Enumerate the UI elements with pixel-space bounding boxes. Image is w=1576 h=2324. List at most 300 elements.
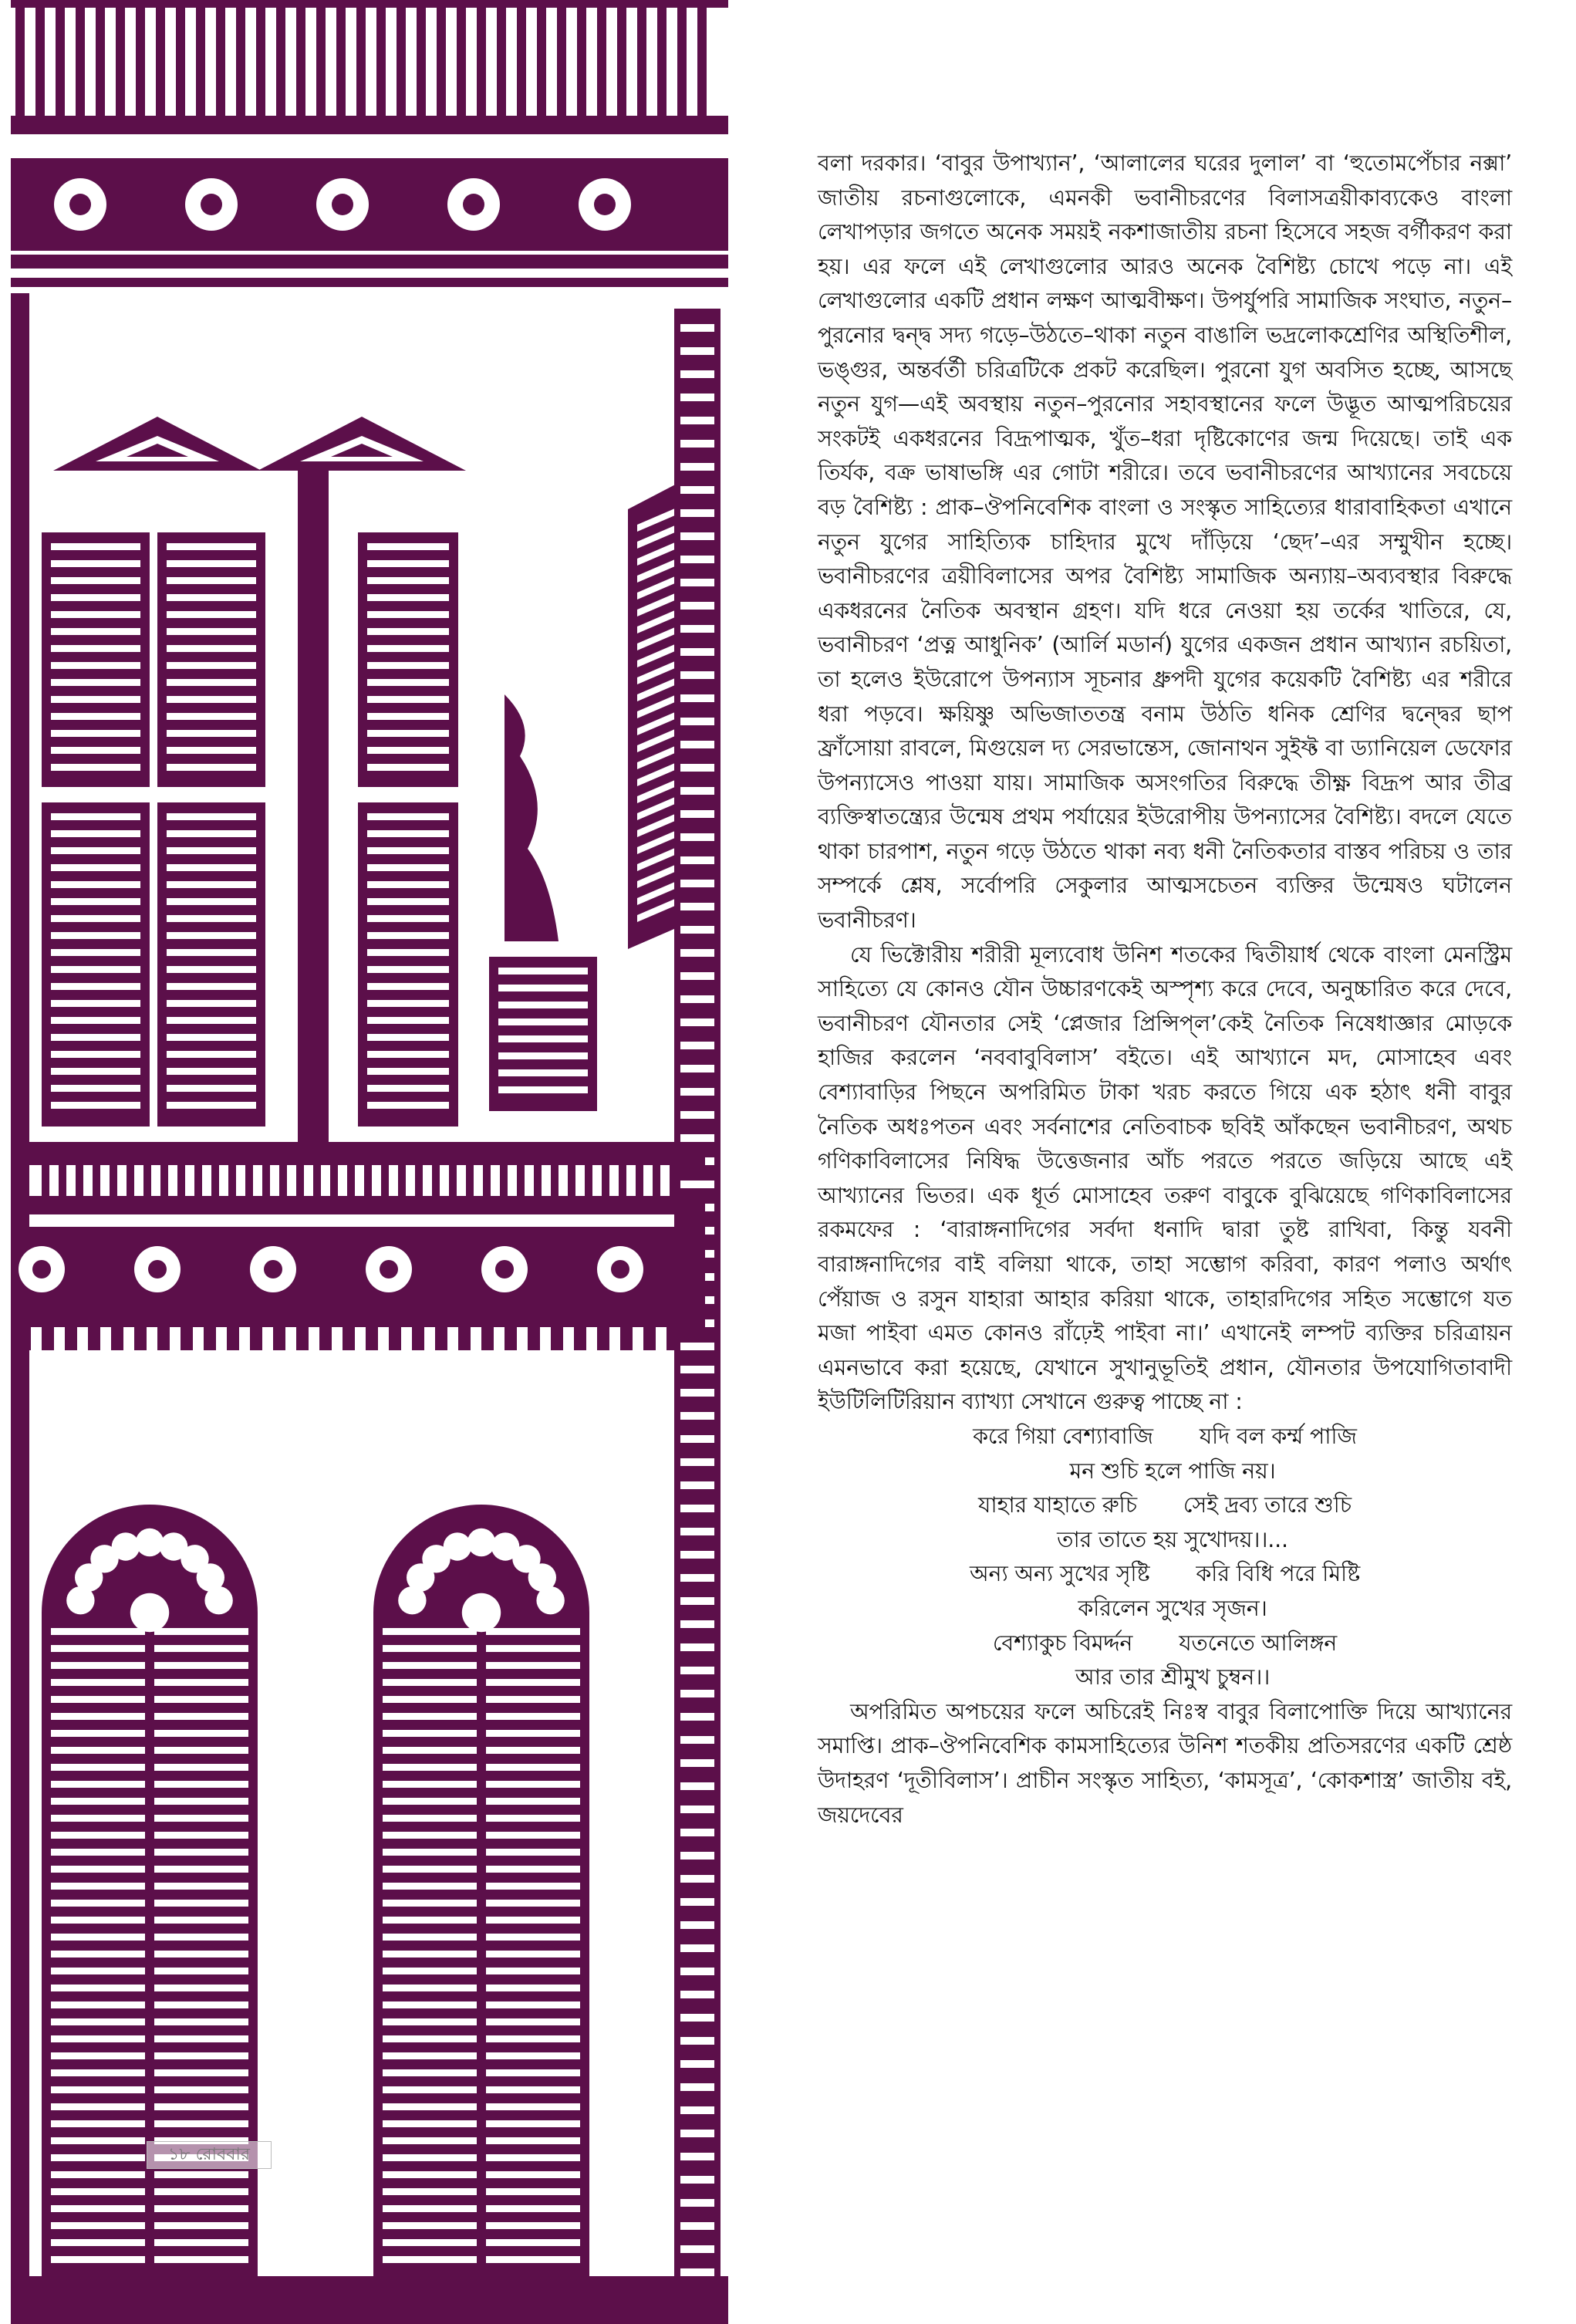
balcony-baluster	[653, 1165, 660, 1196]
shutter-slat	[367, 932, 449, 939]
railing-baluster	[356, 6, 366, 122]
shutter-slat	[51, 2069, 145, 2076]
shutter-slat	[383, 1832, 477, 1839]
shutter-slat	[154, 2018, 248, 2025]
dentil	[111, 1327, 123, 1350]
shutter-slat	[486, 1968, 580, 1974]
pillar-groove	[680, 903, 714, 910]
pillar-groove	[680, 532, 714, 540]
pillar-groove	[680, 1991, 714, 1998]
shutter-slat	[51, 830, 140, 837]
pillar-groove	[680, 2014, 714, 2022]
railing-baluster	[376, 6, 386, 122]
shutter-slat	[51, 560, 140, 567]
pillar-groove	[680, 1528, 714, 1535]
pillar-groove	[680, 2083, 714, 2091]
shutter-slat	[486, 2137, 580, 2144]
shutter-slat	[167, 1034, 256, 1041]
shutter-slat	[498, 1002, 588, 1008]
rosette-center	[32, 1260, 51, 1279]
pillar-groove	[680, 1435, 714, 1443]
shutter-slat	[167, 730, 256, 737]
dentil	[620, 1327, 633, 1350]
pillar-groove	[680, 810, 714, 818]
pillar-groove	[680, 718, 714, 725]
pillar-groove	[680, 1389, 714, 1397]
balcony-baluster	[330, 1165, 338, 1196]
pillar-groove	[680, 370, 714, 378]
roof-edge	[11, 0, 728, 8]
shutter-slat	[154, 1815, 248, 1822]
pillar-groove	[680, 2037, 714, 2045]
pillar-groove	[680, 949, 714, 957]
balcony-baluster	[296, 1165, 304, 1196]
shutter-slat	[167, 1051, 256, 1058]
shutter-slat	[154, 2120, 248, 2127]
shutter-slat	[167, 983, 256, 990]
railing-baluster	[35, 6, 45, 122]
article-paragraph: অপরিমিত অপচয়ের ফলে অচিরেই নিঃস্ব বাবুর বিলাপোক্তি দিয়ে আখ্যানের সমাপ্তি। প্রাক–ঔপনিবেশিক কামসাহিত্যের উনিশ শতকীয় প্রতিসরণের একটি শ্রেষ্ঠ উদাহরণ ‘দূতীবিলাস’। প্রাচীন সংস্কৃত সাহিত্য, ‘কামসূত্র’, ‘কোকশাস্ত্র’ জাতীয় বই, জয়দেবের	[818, 1698, 1512, 1828]
shutter-slat	[51, 645, 140, 652]
railing-baluster	[477, 6, 486, 122]
shutter-slat	[383, 2035, 477, 2042]
shutter-slat	[51, 881, 140, 888]
shutter-slat	[154, 2103, 248, 2110]
balcony-baluster	[636, 1165, 643, 1196]
railing-baluster	[597, 6, 606, 122]
shutter-slat	[367, 662, 449, 669]
railing-baluster	[236, 6, 245, 122]
shutter-slat	[167, 1000, 256, 1007]
dentil	[181, 1327, 193, 1350]
balcony-baluster	[381, 1165, 389, 1196]
shutter-slat	[498, 1086, 588, 1093]
shutter-slat	[154, 1866, 248, 1873]
shutter-slat	[154, 2069, 248, 2076]
shutter-slat	[486, 1951, 580, 1957]
railing-baluster	[116, 6, 125, 122]
pillar-groove	[680, 1782, 714, 1790]
dentil	[273, 1327, 285, 1350]
shutter-slat	[486, 1679, 580, 1686]
railing-baluster	[557, 6, 566, 122]
verse-hemistich: বেশ্যাকুচ বিমর্দ্দন	[992, 1630, 1133, 1656]
pillar-groove	[680, 1181, 714, 1188]
shutter-slat	[167, 764, 256, 771]
shutter-slat	[383, 2103, 477, 2110]
shutter-slat	[383, 1866, 477, 1873]
article-column	[818, 147, 1512, 1833]
shutter-slat	[51, 2137, 145, 2144]
shutter-slat	[383, 2120, 477, 2127]
verse-hemistich: যতনেতে আলিঙ্গন	[1179, 1630, 1338, 1656]
shutter-slat	[367, 881, 449, 888]
shutter-slat	[51, 1679, 145, 1686]
dentil	[597, 1327, 609, 1350]
balcony-baluster	[364, 1165, 372, 1196]
shutter-slat	[154, 1849, 248, 1856]
shutter-slat	[51, 1849, 145, 1856]
balcony-baluster	[415, 1165, 423, 1196]
shutter-slat	[51, 2001, 145, 2008]
pillar-groove	[680, 2130, 714, 2137]
balcony-baluster	[262, 1165, 270, 1196]
pillar-groove	[680, 1551, 714, 1559]
shutter-slat	[167, 594, 256, 601]
verse-block	[818, 1420, 1512, 1695]
dentil	[481, 1327, 494, 1350]
pillar-groove	[680, 2176, 714, 2184]
dentil	[667, 1327, 679, 1350]
shutter-slat	[51, 915, 140, 922]
pillar-groove	[680, 1875, 714, 1883]
pillar-groove	[680, 1829, 714, 1836]
shutter-slat	[383, 2256, 477, 2263]
shutter-slat	[383, 1917, 477, 1924]
dentil	[134, 1327, 147, 1350]
shutter-slat	[167, 1068, 256, 1075]
shutter-slat	[51, 543, 140, 550]
shutter-slat	[51, 1764, 145, 1771]
pillar-groove	[680, 2199, 714, 2207]
railing-baluster	[397, 6, 406, 122]
pillar-groove	[680, 1366, 714, 1373]
dentil	[88, 1327, 100, 1350]
shutter-slat	[367, 949, 449, 956]
shutter-slat	[51, 1034, 140, 1041]
shutter-slat	[51, 1662, 145, 1669]
shutter-slat	[367, 1051, 449, 1058]
pillar-groove	[680, 694, 714, 702]
shutter-slat	[486, 1696, 580, 1703]
pillar-groove	[680, 671, 714, 679]
shutter-slat	[367, 679, 449, 686]
shutter-slat	[167, 611, 256, 618]
shutter-slat	[51, 611, 140, 618]
shutter-slat	[51, 1798, 145, 1805]
pillar-groove	[680, 1042, 714, 1049]
shutter-slat	[383, 1951, 477, 1957]
shutter-slat	[51, 2188, 145, 2195]
railing-baluster	[657, 6, 667, 122]
shutter-slat	[51, 2256, 145, 2263]
shutter-slat	[51, 966, 140, 973]
dentil	[412, 1327, 424, 1350]
dentil	[19, 1327, 31, 1350]
shutter-slat	[167, 864, 256, 871]
shutter-slat	[486, 2001, 580, 2008]
dentil	[227, 1327, 239, 1350]
cornice-band	[11, 1312, 705, 1327]
railing-baluster	[677, 6, 687, 122]
shutter-slat	[498, 1018, 588, 1025]
shutter-slat	[383, 1815, 477, 1822]
shutter-slat	[367, 594, 449, 601]
cornice-band	[11, 278, 728, 287]
shutter-slat	[383, 2086, 477, 2093]
railing-baluster	[637, 6, 646, 122]
fanlight-center	[130, 1593, 169, 1632]
shutter-slat	[367, 847, 449, 854]
shutter-slat	[383, 2018, 477, 2025]
fanlight-petal	[467, 1529, 495, 1556]
shutter-slat	[154, 1781, 248, 1788]
shutter-slat	[486, 2171, 580, 2178]
pillar-groove	[680, 1574, 714, 1582]
shutter-slat	[51, 1000, 140, 1007]
shutter-slat	[154, 1798, 248, 1805]
rosette-center	[380, 1260, 398, 1279]
dentil	[389, 1327, 401, 1350]
shutter-slat	[383, 2171, 477, 2178]
shutter-slat	[383, 1628, 477, 1635]
shutter-slat	[383, 2137, 477, 2144]
rosette-center	[495, 1260, 514, 1279]
woodcut-building-illustration	[11, 0, 728, 2324]
shutter-slat	[51, 1628, 145, 1635]
shutter-slat	[383, 1679, 477, 1686]
shutter-slat	[383, 1747, 477, 1754]
shutter-slat	[154, 1713, 248, 1720]
balcony-baluster	[619, 1165, 626, 1196]
pillar-groove	[680, 1597, 714, 1605]
rosette-center	[611, 1260, 629, 1279]
shutter-slat	[154, 1934, 248, 1941]
shutter-slat	[367, 1017, 449, 1024]
shutter-slat	[383, 2001, 477, 2008]
shutter-slat	[167, 543, 256, 550]
railing-baluster	[156, 6, 165, 122]
shutter-slat	[486, 2052, 580, 2059]
balcony-baluster	[245, 1165, 253, 1196]
shutter-slat	[367, 864, 449, 871]
dentil	[157, 1327, 170, 1350]
shutter-slat	[51, 1832, 145, 1839]
shutter-slat	[367, 1068, 449, 1075]
shutter-slat	[486, 1747, 580, 1754]
shutter-slat	[486, 1866, 580, 1873]
pillar-groove	[680, 347, 714, 355]
rosette-center	[594, 194, 616, 215]
base-ledge	[11, 2276, 728, 2324]
shutter-slat	[154, 1747, 248, 1754]
shutter-slat	[367, 628, 449, 635]
shutter-slat	[51, 847, 140, 854]
shutter-slat	[486, 2086, 580, 2093]
pillar-groove	[680, 1111, 714, 1119]
balcony-baluster	[517, 1165, 525, 1196]
shutter-slat	[367, 560, 449, 567]
dentil	[319, 1327, 332, 1350]
balcony-baluster	[228, 1165, 236, 1196]
pillar-groove	[680, 741, 714, 748]
shutter-slat	[154, 1662, 248, 1669]
shutter-slat	[383, 1713, 477, 1720]
shutter-slat	[51, 696, 140, 703]
dentil	[643, 1327, 656, 1350]
shutter-slat	[367, 730, 449, 737]
verse-line: মন শুচি হলে পাজি নয়।	[1069, 1458, 1276, 1484]
shutter-slat	[51, 2222, 145, 2229]
fanlight-petal	[136, 1529, 164, 1556]
shutter-slat	[167, 1102, 256, 1109]
pillar-groove	[680, 764, 714, 772]
page-folio: ১৮ রোববার	[147, 2141, 272, 2169]
balcony-baluster	[585, 1165, 592, 1196]
shutter-slat	[486, 2256, 580, 2263]
railing-baluster	[417, 6, 426, 122]
shutter-slat	[486, 1645, 580, 1652]
shutter-slat	[51, 2205, 145, 2212]
shutter-slat	[486, 1628, 580, 1635]
shutter-slat	[154, 1900, 248, 1907]
railing-baluster	[196, 6, 205, 122]
shutter-slat	[167, 932, 256, 939]
pillar-groove	[680, 602, 714, 610]
pillar-groove	[680, 1018, 714, 1026]
dentil	[65, 1327, 77, 1350]
pillar-groove	[680, 787, 714, 795]
rosette-center	[463, 194, 484, 215]
shutter-slat	[51, 1068, 140, 1075]
balcony-baluster	[347, 1165, 355, 1196]
verse-line	[818, 1488, 1512, 1523]
shutter-slat	[486, 1849, 580, 1856]
fanlight-petal	[204, 1586, 232, 1614]
rosette-center	[148, 1260, 167, 1279]
verse-hemistich: যদি বল কর্ম্ম পাজি	[1199, 1423, 1357, 1449]
shutter-slat	[383, 2239, 477, 2246]
balcony-baluster	[483, 1165, 491, 1196]
verse-hemistich: অন্য অন্য সুখের সৃষ্টি	[969, 1561, 1150, 1587]
shutter-slat	[383, 1968, 477, 1974]
shutter-slat	[51, 2120, 145, 2127]
fanlight-petal	[112, 1532, 140, 1560]
pillar-groove	[680, 1968, 714, 1975]
shutter-slat	[367, 983, 449, 990]
shutter-slat	[383, 2069, 477, 2076]
shutter-slat	[486, 1781, 580, 1788]
shutter-slat	[154, 2035, 248, 2042]
pillar-groove	[680, 1088, 714, 1096]
shutter-slat	[51, 1051, 140, 1058]
shutter-slat	[51, 1102, 140, 1109]
shutter-slat	[486, 1900, 580, 1907]
shutter-slat	[51, 2103, 145, 2110]
shutter-slat	[154, 2188, 248, 2195]
shutter-slat	[383, 1645, 477, 1652]
shutter-slat	[367, 915, 449, 922]
pillar-groove	[680, 2106, 714, 2114]
shutter-slat	[383, 1900, 477, 1907]
pillar-groove	[680, 2060, 714, 2068]
shutter-slat	[383, 1985, 477, 1991]
balcony-baluster	[466, 1165, 474, 1196]
pillar-groove	[680, 1944, 714, 1952]
railing-baluster	[336, 6, 346, 122]
shutter-slat	[51, 1645, 145, 1652]
shutter-slat	[367, 645, 449, 652]
verse-line: করিলেন সুখের সৃজন।	[1078, 1595, 1267, 1621]
dentil	[505, 1327, 517, 1350]
balcony-baluster	[143, 1165, 151, 1196]
shutter-slat	[486, 1917, 580, 1924]
shutter-slat	[167, 1085, 256, 1092]
verse-line	[818, 1420, 1512, 1454]
pillar-groove	[680, 1481, 714, 1489]
dentil	[458, 1327, 471, 1350]
balcony-baluster	[160, 1165, 168, 1196]
dentil	[343, 1327, 355, 1350]
shutter-slat	[383, 1934, 477, 1941]
pillar-groove	[680, 1690, 714, 1697]
rosette-center	[332, 194, 353, 215]
shutter-slat	[167, 966, 256, 973]
railing-baluster	[76, 6, 85, 122]
railing-baluster	[577, 6, 586, 122]
shutter-slat	[486, 2205, 580, 2212]
pillar-groove	[680, 1343, 714, 1350]
shutter-slat	[154, 2205, 248, 2212]
dentil	[204, 1327, 216, 1350]
shutter-slat	[383, 2154, 477, 2161]
pillar-groove	[680, 486, 714, 494]
railing-baluster	[136, 6, 145, 122]
shutter-slat	[51, 932, 140, 939]
balcony-baluster	[602, 1165, 609, 1196]
rosette-center	[201, 194, 222, 215]
shutter-slat	[154, 1730, 248, 1737]
shutter-slat	[154, 1985, 248, 1991]
pillar-groove	[680, 1713, 714, 1721]
pillar-groove	[680, 1921, 714, 1929]
shutter-slat	[51, 2035, 145, 2042]
shutter-slat	[383, 2052, 477, 2059]
dentil	[42, 1327, 54, 1350]
pillar-groove	[680, 1667, 714, 1674]
pillar-groove	[680, 463, 714, 471]
shutter-slat	[154, 2256, 248, 2263]
pillar-groove	[680, 625, 714, 633]
shutter-slat	[498, 1052, 588, 1059]
shutter-slat	[486, 2120, 580, 2127]
shutter-slat	[154, 1883, 248, 1890]
shutter-slat	[154, 2052, 248, 2059]
pillar-groove	[680, 995, 714, 1003]
shutter-slat	[51, 679, 140, 686]
shutter-slat	[498, 985, 588, 991]
pillar-groove	[680, 1505, 714, 1512]
pillar-groove	[680, 1736, 714, 1744]
shutter-slat	[51, 662, 140, 669]
pillar-groove	[680, 1805, 714, 1813]
shutter-slat	[154, 1917, 248, 1924]
balcony-baluster	[313, 1165, 321, 1196]
article-paragraph: যে ভিক্টোরীয় শরীরী মূল্যবোধ উনিশ শতকের দ্বিতীয়ার্ধ থেকে বাংলা মেনস্ট্রিম সাহিত্যে যে কোনও যৌন উচ্চারণকেই অস্পৃশ্য করে দেবে, অনুচ্চারিত করে দেবে, ভবানীচরণ যৌনতার সেই ‘প্লেজার প্রিন্সিপ্‌ল’কেই নৈতিক নিষেধাজ্ঞার মোড়কে হাজির করলেন ‘নববাবুবিলাস’ বইতে। এই আখ্যানে মদ, মোসাহেব এবং বেশ্যাবাড়ির পিছনে অপরিমিত টাকা খরচ করতে গিয়ে এক হঠাৎ ধনী বাবুর নৈতিক অধঃপতন এবং সর্বনাশের নেতিবাচক ছবিই আঁকছেন ভবানীচরণ, অথচ গণিকাবিলাসের নিষিদ্ধ উত্তেজনার আঁচ পরতে পরতে জড়িয়ে আছে এই আখ্যানের ভিতর। এক ধূর্ত মোসাহেব তরুণ বাবুকে বুঝিয়েছে গণিকাবিলাসের রকমফের : ‘বারাঙ্গনাদিগের সর্বদা ধনাদি দ্বারা তুষ্ট রাখিবা, কিন্তু যবনী বারাঙ্গনাদিগের বাই বলিয়া থাকে, তাহা সম্ভোগ করিবা, কারণ পলাও অর্থাৎ পেঁয়াজ ও রসুন যাহারা আহার করিয়া থাকে, তাহারদিগের সহিত সম্ভোগে যত মজা পাইবা এমত কোনও রাঁঢ়েই পাইবা না।’ এখানেই লম্পট ব্যক্তির চরিত্রায়ন এমনভাবে করা হয়েছে, যেখানে সুখানুভূতিই প্রধান, যৌনতার উপযোগিতাবাদী ইউটিলিটিরিয়ান ব্যাখ্যা সেখানে গুরুত্ব পাচ্ছে না :	[818, 941, 1512, 1415]
pillar-groove	[680, 2222, 714, 2230]
pillar-groove	[680, 1134, 714, 1142]
pillar-groove	[680, 2268, 714, 2276]
shutter-slat	[51, 1934, 145, 1941]
pillar-groove	[680, 2245, 714, 2253]
pillar-groove	[680, 556, 714, 563]
article-paragraph: বলা দরকার। ‘বাবুর উপাখ্যান’, ‘আলালের ঘরের দুলাল’ বা ‘হুতোমপেঁচার নক্সা’ জাতীয় রচনাগুলোকে, এমনকী ভবানীচরণের বিলাসত্রয়ীকাব্যকেও বাংলা লেখাপড়ার জগতে অনেক সময়ই নকশাজাতীয় রচনা হিসেবে সহজ বর্গীকরণ করা হয়। এর ফলে এই লেখাগুলোর আরও অনেক বৈশিষ্ট্য চোখে পড়ে না। এই লেখাগুলোর একটি প্রধান লক্ষণ আত্মবীক্ষণ। উপর্যুপরি সামাজিক সংঘাত, নতুন–পুরনোর দ্বন্দ্ব সদ্য গড়ে–উঠতে–থাকা নতুন বাঙালি ভদ্রলোকশ্রেণির অস্থিতিশীল, ভঙ্গুর, অন্তর্বর্তী চরিত্রটিকে প্রকট করেছিল। পুরনো যুগ অবসিত হচ্ছে, আসছে নতুন যুগ—এই অবস্থায় নতুন–পুরনোর সহাবস্থানের ফলে উদ্ভূত আত্মপরিচয়ের সংকটই একধরনের বিদ্রূপাত্মক, খুঁত–ধরা দৃষ্টিকোণের জন্ম দিয়েছে। তাই এক তির্যক, বক্র ভাষাভঙ্গি এর গোটা শরীরে। তবে ভবানীচরণের আখ্যানের সবচেয়ে বড় বৈশিষ্ট্য : প্রাক–ঔপনিবেশিক বাংলা ও সংস্কৃত সাহিত্যের ধারাবাহিকতা এখানে নতুন যুগের সাহিত্যিক চাহিদার মুখে দাঁড়িয়ে ‘ছেদ’–এর সম্মুখীন হচ্ছে। ভবানীচরণের ত্রয়ীবিলাসের অপর বৈশিষ্ট্য সামাজিক অন্যায়–অব্যবস্থার বিরুদ্ধে একধরনের নৈতিক অবস্থান গ্রহণ। যদি ধরে নেওয়া হয় তর্কের খাতিরে, যে, ভবানীচরণ ‘প্রত্ন আধুনিক’ (আর্লি মডার্ন) যুগের একজন প্রধান আখ্যান রচয়িতা, তা হলেও ইউরোপে উপন্যাস সূচনার ধ্রুপদী যুগের কয়েকটি বৈশিষ্ট্য এর শরীরে ধরা পড়বে। ক্ষয়িষ্ণু অভিজাততন্ত্র বনাম উঠতি ধনিক শ্রেণির দ্বন্দ্বের ছাপ ফ্রাঁসোয়া রাবলে, মিগুয়েল দ্য সেরভান্তেস, জোনাথন সুইফ্ট বা ড্যানিয়েল ডেফোর উপন্যাসেও পাওয়া যায়। সামাজিক অসংগতির বিরুদ্ধে তীক্ষ্ণ বিদ্রূপ আর তীব্র ব্যক্তিস্বাতন্ত্র্যের উন্মেষ প্রথম পর্যায়ের ইউরোপীয় উপন্যাসের বৈশিষ্ট্য। বদলে যেতে থাকা চারপাশ, নতুন গড়ে উঠতে থাকা নব্য ধনী নৈতিকতার বাস্তব পরিচয় ও তার সম্পর্কে শ্লেষ, সর্বোপরি সেকুলার আত্মসচেতন ব্যক্তির উন্মেষও ঘটালেন ভবানীচরণ।	[818, 150, 1512, 934]
railing-baluster	[497, 6, 506, 122]
shutter-slat	[51, 983, 140, 990]
shutter-slat	[51, 2052, 145, 2059]
verse-hemistich: যাহার যাহাতে রুচি	[978, 1492, 1137, 1518]
shutter-slat	[383, 2205, 477, 2212]
